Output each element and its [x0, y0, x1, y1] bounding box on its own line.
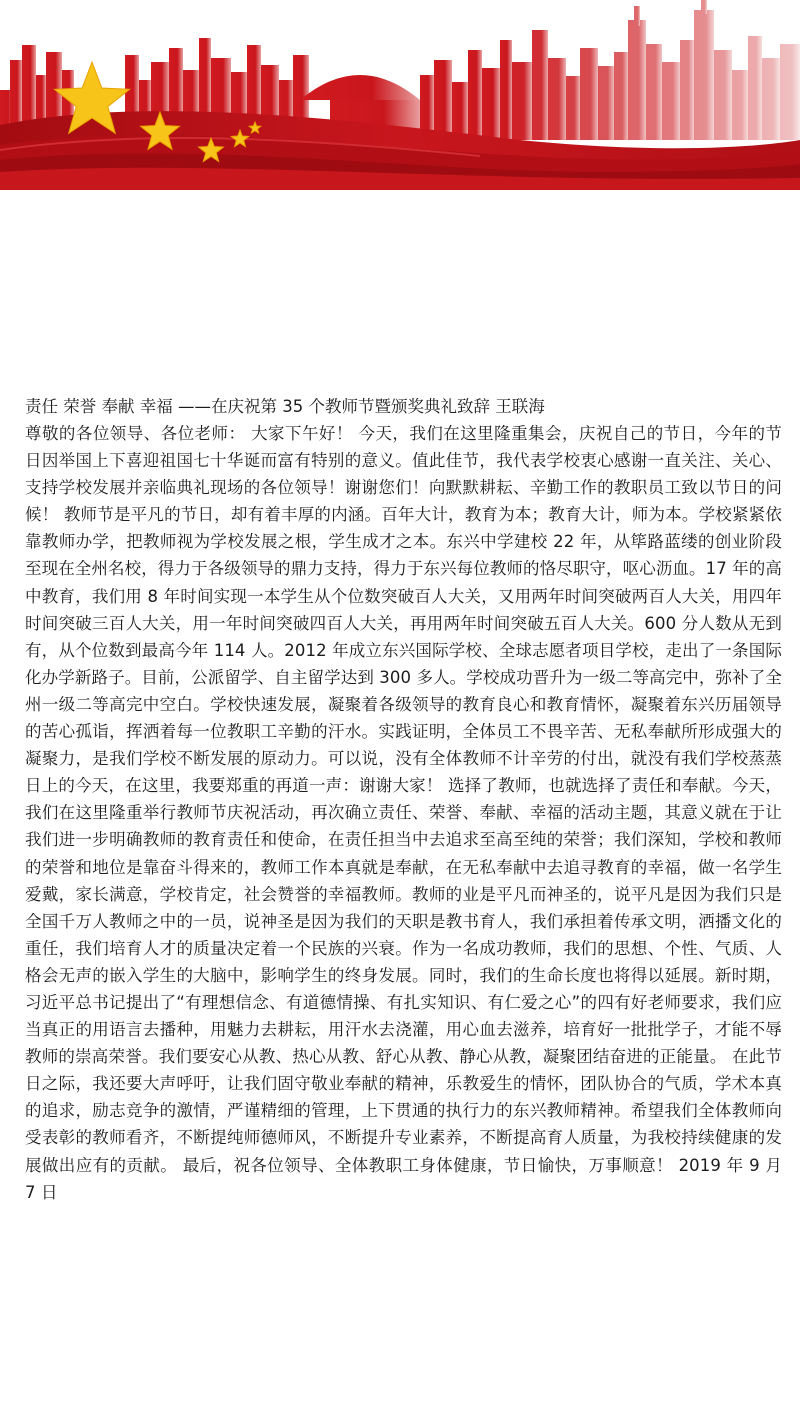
speech-title: 责任 荣誉 奉献 幸福 ——在庆祝第 35 个教师节暨颁奖典礼致辞 王联海	[25, 397, 545, 416]
speech-document	[25, 393, 782, 1206]
speech-body: 尊敬的各位领导、各位老师： 大家下午好！ 今天，我们在这里隆重集会，庆祝自己的节日，今年的节日因举国上下喜迎祖国七十华诞而富有特别的意义。值此佳节，我代表学校衷心感谢一直关注、关心、支持学校发展并亲临典礼现场的各位领导！谢谢您们！向默默耕耘、辛勤工作的教职员工致以节日的问候！ 教师节是平凡的节日，却有着丰厚的内涵。百年大计，教育为本；教育大计，师为本。学校紧紧依靠教师办学，把教师视为学校发展之根，学生成才之本。东兴中学建校 22 年，从筚路蓝缕的创业阶段至现在全州名校，得力于各级领导的鼎力支持，得力于东兴每位教师的恪尽职守，呕心沥血。17 年的高中教育，我们用 8 年时间实现一本学生从个位数突破百人大关，又用两年时间突破两百人大关，用四年时间突破三百人大关，用一年时间突破四百人大关，再用两年时间突破五百人大关。600 分人数从无到有，从个位数到最高今年 114 人。2012 年成立东兴国际学校、全球志愿者项目学校，走出了一条国际化办学新路子。目前，公派留学、自主留学达到 300 多人。学校成功晋升为一级二等高完中，弥补了全州一级二等高完中空白。学校快速发展，凝聚着各级领导的教育良心和教育情怀，凝聚着东兴历届领导的苦心孤诣，挥洒着每一位教职工辛勤的汗水。实践证明，全体员工不畏辛苦、无私奉献所形成强大的凝聚力，是我们学校不断发展的原动力。可以说，没有全体教师不计辛劳的付出，就没有我们学校蒸蒸日上的今天，在这里，我要郑重的再道一声：谢谢大家！ 选择了教师，也就选择了责任和奉献。今天，我们在这里隆重举行教师节庆祝活动，再次确立责任、荣誉、奉献、幸福的活动主题，其意义就在于让我们进一步明确教师的教育责任和使命，在责任担当中去追求至高至纯的荣誉；我们深知，学校和教师的荣誉和地位是靠奋斗得来的，教师工作本真就是奉献，在无私奉献中去追寻教育的幸福，做一名学生爱戴，家长满意，学校肯定，社会赞誉的幸福教师。教师的业是平凡而神圣的，说平凡是因为我们只是全国千万人教师之中的一员，说神圣是因为我们的天职是教书育人，我们承担着传承文明，洒播文化的重任，我们培育人才的质量决定着一个民族的兴衰。作为一名成功教师，我们的思想、个性、气质、人格会无声的嵌入学生的大脑中，影响学生的终身发展。同时，我们的生命长度也将得以延展。新时期，习近平总书记提出了“有理想信念、有道德情操、有扎实知识、有仁爱之心”的四有好老师要求，我们应当真正的用语言去播种，用魅力去耕耘，用汗水去浇灌，用心血去滋养，培育好一批批学子，才能不辱教师的崇高荣誉。我们要安心从教、热心从教、舒心从教、静心从教，凝聚团结奋进的正能量。 在此节日之际，我还要大声呼吁，让我们固守敬业奉献的精神，乐教爱生的情怀，团队协合的气质，学术本真的追求，励志竞争的激情，严谨精细的管理，上下贯通的执行力的东兴教师精神。希望我们全体教师向受表彰的教师看齐，不断提纯师德师风，不断提升专业素养，不断提高育人质量，为我校持续健康的发展做出应有的贡献。 最后，祝各位领导、全体教职工身体健康，节日愉快，万事顺意！ 2019 年 9 月 7 日	[25, 424, 782, 1202]
city-skyline-banner-icon	[0, 0, 800, 190]
